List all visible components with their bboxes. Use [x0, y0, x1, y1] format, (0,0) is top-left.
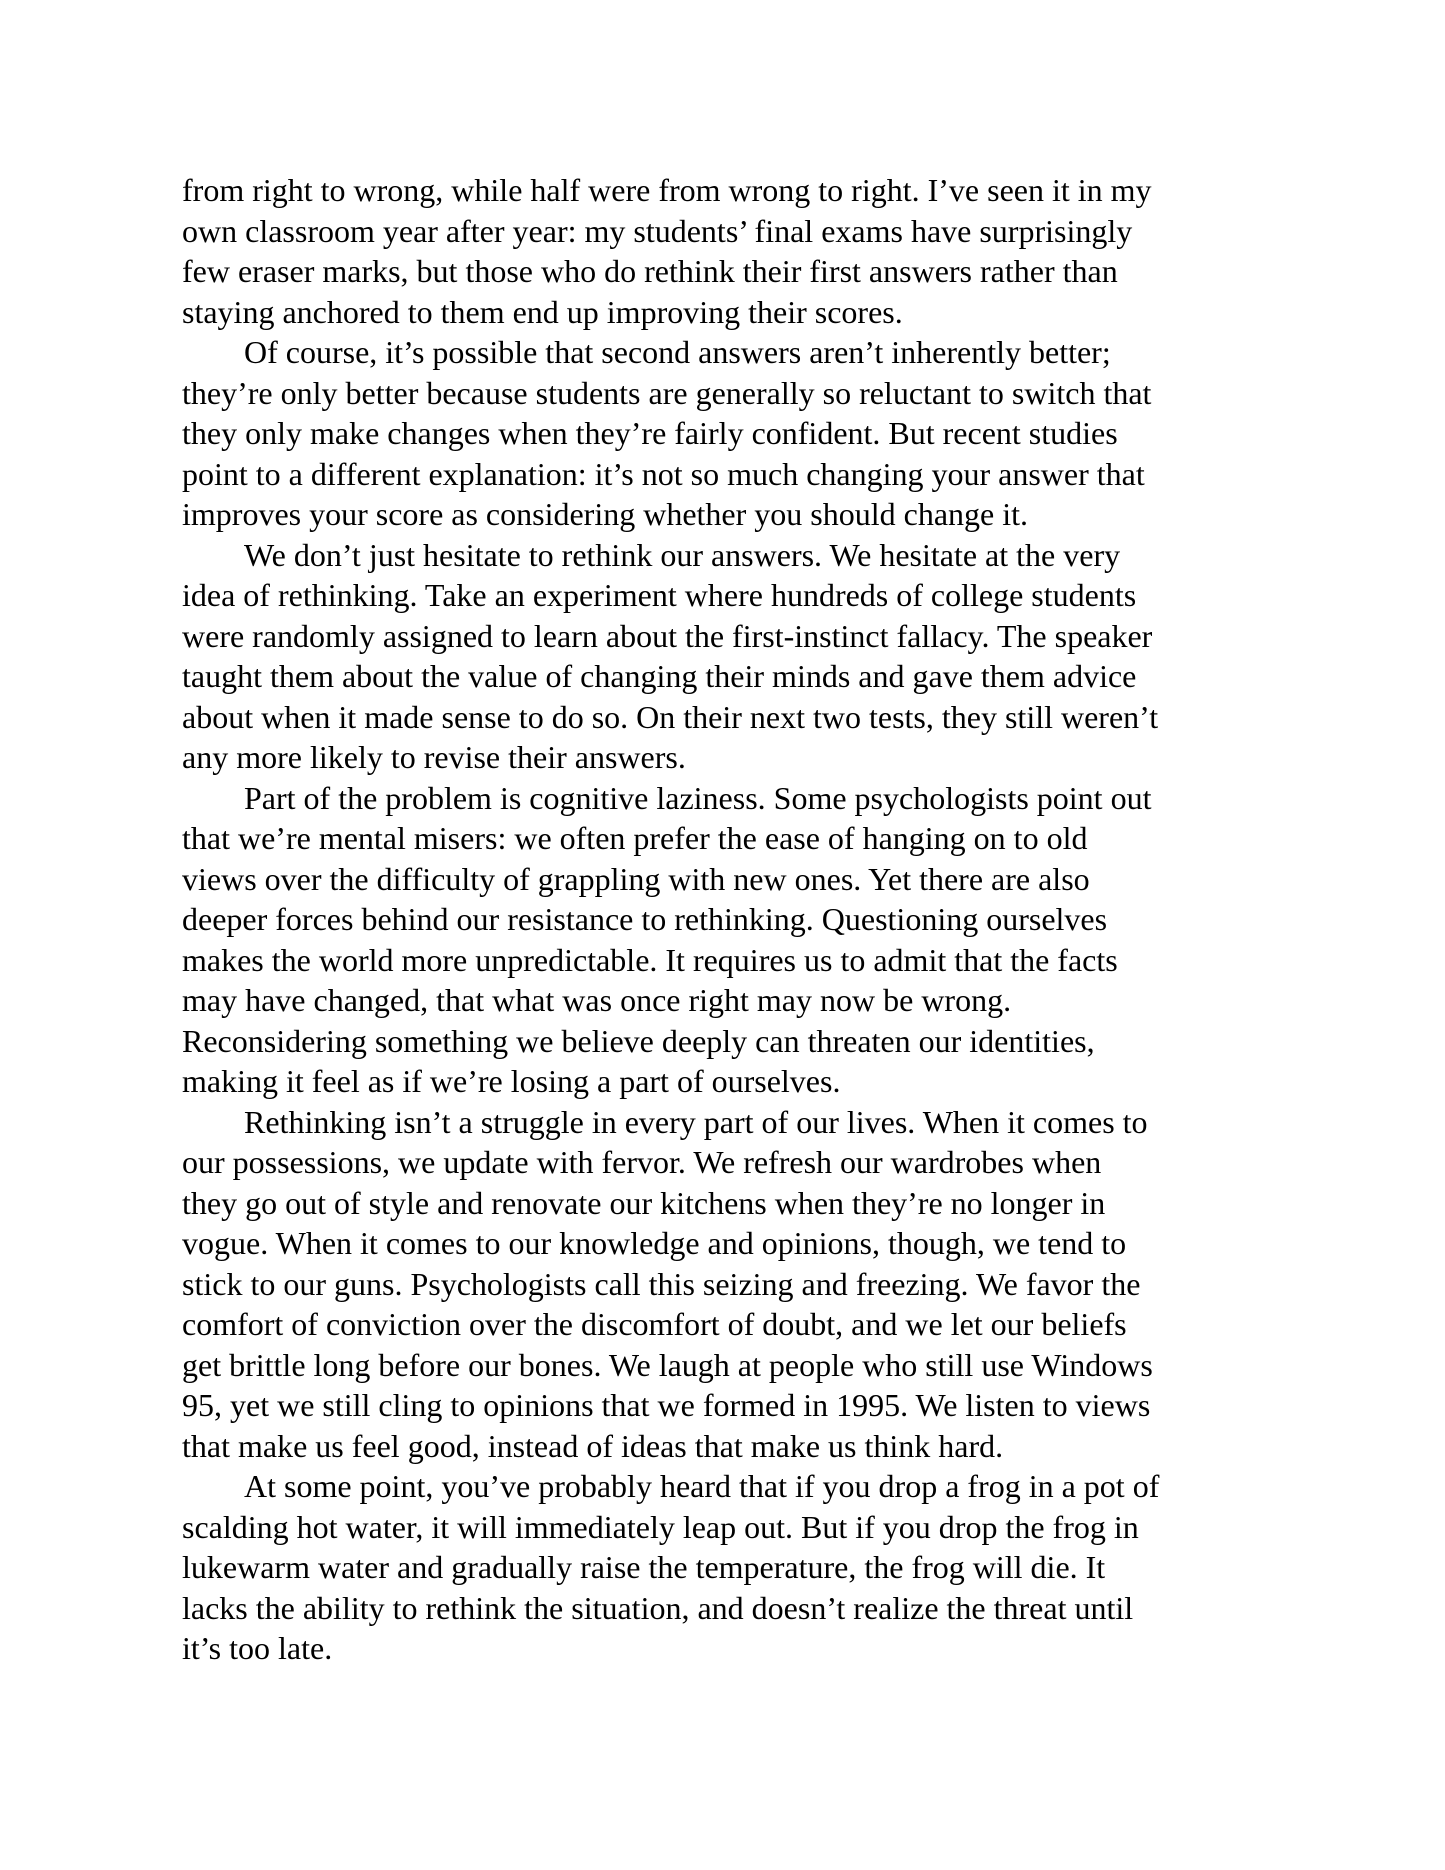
text-line: views over the difficulty of grappling with new ones. Yet there are also	[182, 860, 1090, 897]
text-line: may have changed, that what was once right may now be wrong.	[182, 982, 1012, 1018]
text-line: own classroom year after year: my students’ final exams have surprisingly	[182, 212, 1133, 249]
text-line: they go out of style and renovate our kitchens when they’re no longer in	[182, 1184, 1106, 1221]
text-line: our possessions, we update with fervor. We refresh our wardrobes when	[182, 1144, 1102, 1180]
text-line: stick to our guns. Psychologists call this seizing and freezing. We favor the	[182, 1265, 1141, 1302]
text-line: that make us feel good, instead of ideas that make us think hard.	[182, 1427, 1004, 1464]
text-line: were randomly assigned to learn about the first-instinct fallacy. The speaker	[182, 617, 1153, 654]
text-line: lacks the ability to rethink the situation, and doesn’t realize the threat until	[182, 1589, 1134, 1626]
text-line: idea of rethinking. Take an experiment where hundreds of college students	[182, 577, 1137, 613]
text-line: that we’re mental misers: we often prefer the ease of hanging on to old	[182, 820, 1088, 856]
text-line: about when it made sense to do so. On their next two tests, they still weren’t	[182, 698, 1159, 735]
text-line: making it feel as if we’re losing a part of ourselves.	[182, 1063, 841, 1099]
paragraph	[182, 1466, 1267, 1669]
text-line: staying anchored to them end up improving their scores.	[182, 293, 903, 330]
text-line: Part of the problem is cognitive laziness. Some psychologists point out	[244, 779, 1152, 816]
text-line: point to a different explanation: it’s not so much changing your answer that	[182, 455, 1145, 492]
text-line: comfort of conviction over the discomfort of doubt, and we let our beliefs	[182, 1306, 1127, 1342]
text-line: Of course, it’s possible that second answers aren’t inherently better;	[244, 334, 1111, 370]
body-text	[182, 170, 1267, 1669]
text-line: improves your score as considering whether you should change it.	[182, 496, 1029, 532]
text-line: 95, yet we still cling to opinions that we formed in 1995. We listen to views	[182, 1387, 1151, 1423]
text-line: makes the world more unpredictable. It requires us to admit that the facts	[182, 941, 1118, 978]
paragraph	[182, 778, 1267, 1102]
text-line: any more likely to revise their answers.	[182, 739, 686, 775]
paragraph	[182, 170, 1267, 332]
text-line: We don’t just hesitate to rethink our answers. We hesitate at the very	[244, 536, 1121, 573]
text-line: they only make changes when they’re fairly confident. But recent studies	[182, 415, 1118, 451]
paragraph	[182, 535, 1267, 778]
text-line: Reconsidering something we believe deeply can threaten our identities,	[182, 1022, 1095, 1059]
text-line: it’s too late.	[182, 1630, 333, 1666]
text-line: Rethinking isn’t a struggle in every part of our lives. When it comes to	[244, 1103, 1148, 1140]
text-line: few eraser marks, but those who do rethink their first answers rather than	[182, 253, 1118, 289]
text-line: vogue. When it comes to our knowledge and opinions, though, we tend to	[182, 1225, 1127, 1261]
paragraph	[182, 1102, 1267, 1467]
text-line: At some point, you’ve probably heard that if you drop a frog in a pot of	[244, 1468, 1160, 1504]
paragraph	[182, 332, 1267, 535]
text-line: taught them about the value of changing their minds and gave them advice	[182, 658, 1137, 694]
text-line: from right to wrong, while half were from wrong to right. I’ve seen it in my	[182, 172, 1152, 208]
text-line: they’re only better because students are generally so reluctant to switch that	[182, 374, 1152, 411]
text-line: lukewarm water and gradually raise the temperature, the frog will die. It	[182, 1549, 1106, 1585]
text-line: deeper forces behind our resistance to rethinking. Questioning ourselves	[182, 901, 1108, 937]
text-line: get brittle long before our bones. We laugh at people who still use Windows	[182, 1346, 1153, 1383]
text-line: scalding hot water, it will immediately leap out. But if you drop the frog in	[182, 1508, 1139, 1545]
